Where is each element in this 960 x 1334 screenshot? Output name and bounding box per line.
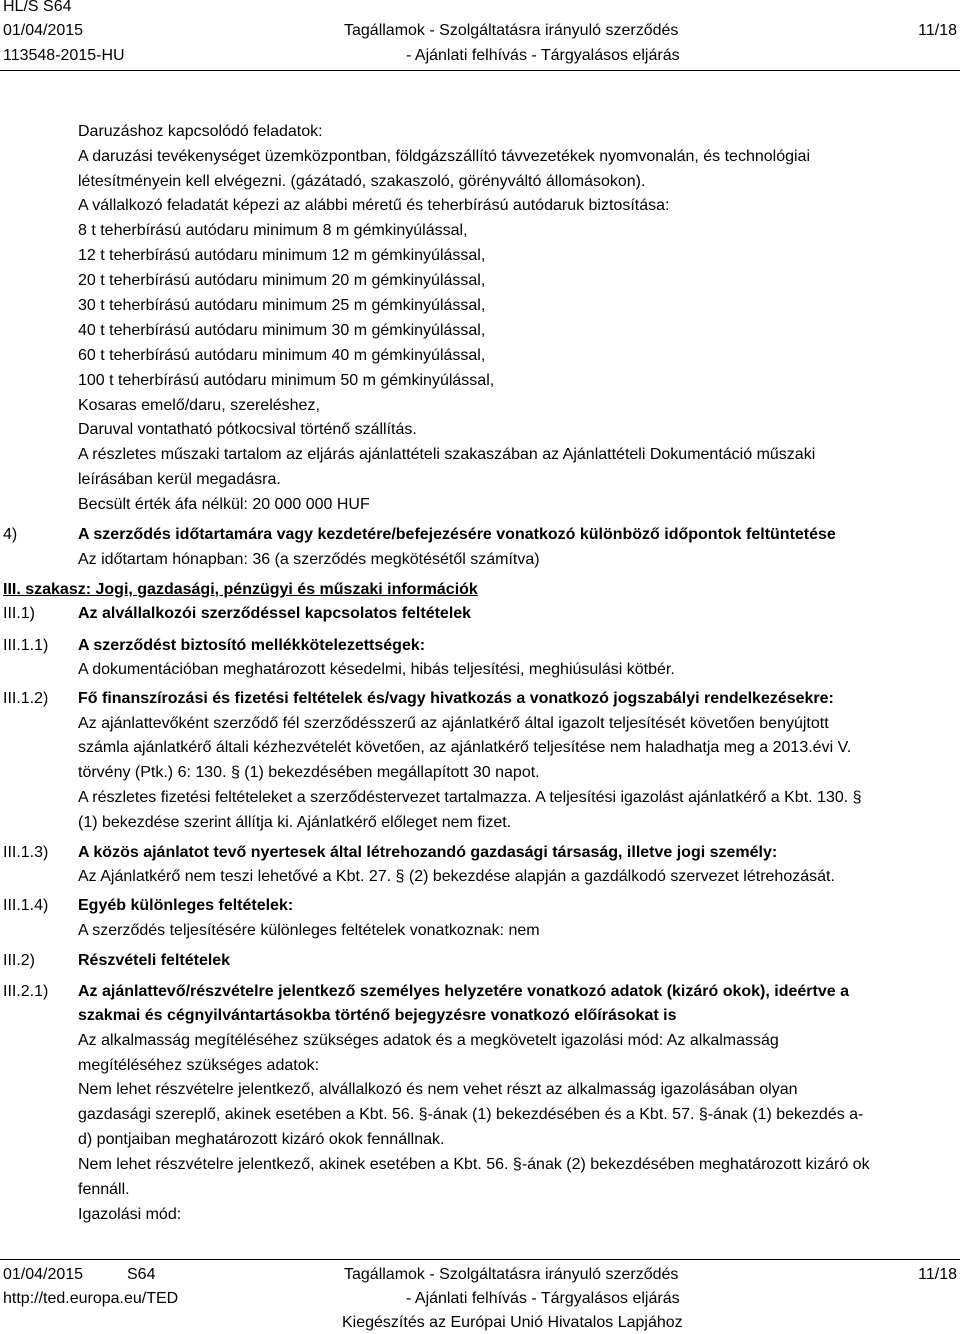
section-3-2-1-text: Igazolási mód: <box>78 1206 182 1223</box>
section-3-1-2-text: számla ajánlatkérő általi kézhezvételét követően, az ajánlatkérő teljesítése nem haladhatja meg a 2013.évi V. <box>78 739 852 756</box>
intro-line: 60 t teherbírású autódaru minimum 40 m gémkinyúlással, <box>78 347 486 364</box>
intro-line: Kosaras emelő/daru, szereléshez, <box>78 397 320 414</box>
section-4-number: 4) <box>3 526 18 543</box>
section-3-2-1-number: III.2.1) <box>3 983 49 1000</box>
header-section-title: Tagállamok - Szolgáltatásra irányuló szerződés <box>344 22 679 39</box>
header-date: 01/04/2015 <box>3 22 84 39</box>
section-3-1-4-text: A szerződés teljesítésére különleges feltételek vonatkoznak: nem <box>78 922 540 939</box>
section-3-1-1-heading: A szerződést biztosító mellékkötelezettségek: <box>78 637 426 654</box>
section-3-2-number: III.2) <box>3 952 36 969</box>
footer-date: 01/04/2015 <box>3 1266 84 1283</box>
section-3-2-heading: Részvételi feltételek <box>78 952 231 969</box>
section-3-1-3-number: III.1.3) <box>3 844 49 861</box>
section-3-1-2-text: A részletes fizetési feltételeket a szerződéstervezet tartalmazza. A teljesítési igazolást ajánlatkérő a Kbt. 130. § <box>78 789 862 806</box>
header-page-number: 11/18 <box>918 22 957 39</box>
section-3-1-1-number: III.1.1) <box>3 637 49 654</box>
footer-supplement: Kiegészítés az Európai Unió Hivatalos Lapjához <box>342 1314 683 1331</box>
intro-line: A vállalkozó feladatát képezi az alábbi méretű és teherbírású autódaruk biztosítása: <box>78 197 670 214</box>
section-3-1-3-text: Az Ajánlatkérő nem teszi lehetővé a Kbt. 27. § (2) bekezdése alapján a gazdálkodó szervezet létrehozását. <box>78 868 835 885</box>
section-3-1-2-text: (1) bekezdése szerint állítja ki. Ajánlatkérő előleget nem fizet. <box>78 814 512 831</box>
section-3-1-2-text: törvény (Ptk.) 6: 130. § (1) bekezdésében megállapított 30 napot. <box>78 764 540 781</box>
section-3-2-1-text: megítéléséhez szükséges adatok: <box>78 1057 320 1074</box>
intro-line: 8 t teherbírású autódaru minimum 8 m gémkinyúlással, <box>78 222 468 239</box>
header-divider <box>0 70 960 71</box>
section-3-1-4-number: III.1.4) <box>3 897 49 914</box>
section-3-1-heading: Az alvállalkozói szerződéssel kapcsolatos feltételek <box>78 605 472 622</box>
section-3-2-1-text: d) pontjaiban meghatározott kizáró okok fennállnak. <box>78 1131 445 1148</box>
section-3-1-4-heading: Egyéb különleges feltételek: <box>78 897 294 914</box>
intro-line: A részletes műszaki tartalom az eljárás ajánlattételi szakaszában az Ajánlattételi Dokumentáció műszaki <box>78 446 816 463</box>
intro-line: Becsült érték áfa nélkül: 20 000 000 HUF <box>78 496 370 513</box>
section-3-1-3-heading: A közös ajánlatot tevő nyertesek által létrehozandó gazdasági társaság, illetve jogi személy: <box>78 844 778 861</box>
section-3-2-1-text: fennáll. <box>78 1181 130 1198</box>
section-3-2-1-heading: Az ajánlattevő/részvételre jelentkező személyes helyzetére vonatkozó adatok (kizáró okok), ideértve a <box>78 983 849 1000</box>
footer-section-title: Tagállamok - Szolgáltatásra irányuló szerződés <box>344 1266 679 1283</box>
section-3-1-number: III.1) <box>3 605 36 622</box>
section-3-2-1-text: Az alkalmasság megítéléséhez szükséges adatok és a megkövetelt igazolási mód: Az alkalmasság <box>78 1032 779 1049</box>
section-4-text: Az időtartam hónapban: 36 (a szerződés megkötésétől számítva) <box>78 551 540 568</box>
intro-line: létesítményein kell elvégezni. (gázátadó, szakaszoló, görényváltó állomásokon). <box>78 173 646 190</box>
intro-line: A daruzási tevékenységet üzemközpontban, földgázszállító távvezetékek nyomvonalán, és technológiai <box>78 148 810 165</box>
section-3-1-1-text: A dokumentációban meghatározott késedelmi, hibás teljesítési, meghiúsulási kötbér. <box>78 661 675 678</box>
section-3-2-1-heading: szakmai és cégnyilvántartásokba történő bejegyzésre vonatkozó előírásokat is <box>78 1007 677 1024</box>
footer-procedure-title: - Ajánlati felhívás - Tárgyalásos eljárás <box>406 1290 680 1307</box>
footer-divider <box>0 1259 960 1260</box>
section-4-heading: A szerződés időtartamára vagy kezdetére/befejezésére vonatkozó különböző időpontok feltüntetése <box>78 526 836 543</box>
section-3-2-1-text: gazdasági szereplő, akinek esetében a Kbt. 56. §-ának (1) bekezdésében és a Kbt. 57. §-ának (1) bekezdés a- <box>78 1106 864 1123</box>
intro-line: 40 t teherbírású autódaru minimum 30 m gémkinyúlással, <box>78 322 486 339</box>
section-3-2-1-text: Nem lehet részvételre jelentkező, alvállalkozó és nem vehet részt az alkalmasság igazolásában olyan <box>78 1081 798 1098</box>
section-3-2-1-text: Nem lehet részvételre jelentkező, akinek esetében a Kbt. 56. §-ának (2) bekezdésében meghatározott kizáró ok <box>78 1156 870 1173</box>
intro-line: Daruzáshoz kapcsolódó feladatok: <box>78 123 323 140</box>
section-3-heading: III. szakasz: Jogi, gazdasági, pénzügyi és műszaki információk <box>3 581 478 598</box>
footer-series: S64 <box>127 1266 156 1283</box>
intro-line: 30 t teherbírású autódaru minimum 25 m gémkinyúlással, <box>78 297 486 314</box>
section-3-1-2-heading: Fő finanszírozási és fizetési feltételek és/vagy hivatkozás a vonatkozó jogszabályi rendelkezésekre: <box>78 690 834 707</box>
journal-id: HL/S S64 <box>3 0 72 15</box>
intro-line: leírásában kerül megadásra. <box>78 471 281 488</box>
intro-line: 20 t teherbírású autódaru minimum 20 m gémkinyúlással, <box>78 272 486 289</box>
section-3-1-2-number: III.1.2) <box>3 690 49 707</box>
intro-line: 100 t teherbírású autódaru minimum 50 m gémkinyúlással, <box>78 372 495 389</box>
header-procedure-title: - Ajánlati felhívás - Tárgyalásos eljárás <box>406 47 680 64</box>
footer-page-number: 11/18 <box>918 1266 957 1283</box>
notice-id: 113548-2015-HU <box>3 47 125 64</box>
intro-line: 12 t teherbírású autódaru minimum 12 m gémkinyúlással, <box>78 247 486 264</box>
intro-line: Daruval vontatható pótkocsival történő szállítás. <box>78 421 417 438</box>
section-3-1-2-text: Az ajánlattevőként szerződő fél szerződésszerű az ajánlatkérő által igazolt teljesítését követően benyújtott <box>78 715 829 732</box>
footer-url[interactable]: http://ted.europa.eu/TED <box>3 1290 179 1307</box>
